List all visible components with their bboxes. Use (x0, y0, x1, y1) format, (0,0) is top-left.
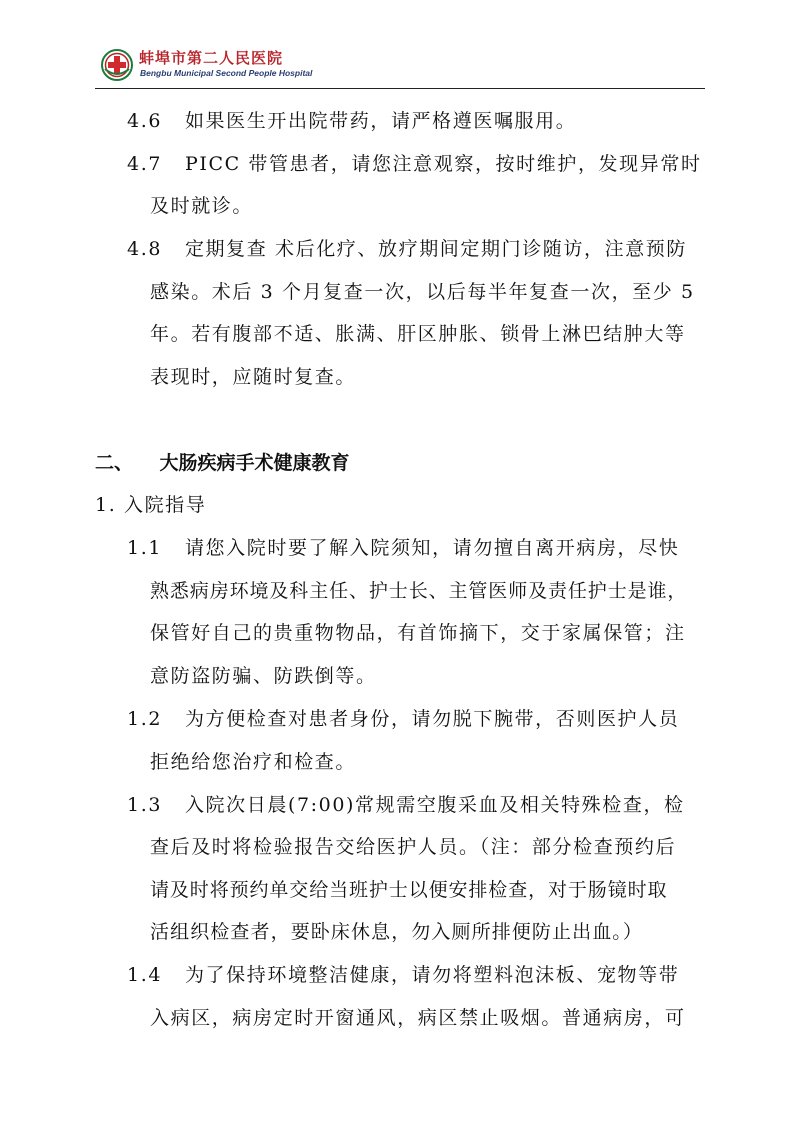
item-text: 请您入院时要了解入院须知，请勿擅自离开病房，尽快 (184, 537, 680, 559)
item-text: PICC 带管患者，请您注意观察，按时维护，发现异常时 (184, 153, 702, 175)
item-number: 1.3 (127, 794, 163, 816)
item-1-3-line4: 活组织检查者，要卧床休息，勿入厕所排便防止出血。） (150, 921, 644, 943)
item-number: 1.4 (127, 964, 163, 986)
item-4-8-line2: 感染。术后 3 个月复查一次，以后每半年复查一次，至少 5 (150, 281, 695, 303)
item-4-6 (127, 106, 576, 133)
item-number: 4.8 (127, 238, 163, 260)
item-1-3-line3: 请及时将预约单交给当班护士以便安排检查，对于肠镜时取 (150, 879, 668, 901)
item-1-4-line2: 入病区，病房定时开窗通风，病区禁止吸烟。普通病房，可 (150, 1007, 686, 1029)
page-header (95, 44, 705, 90)
hospital-name: 蚌埠市第二人民医院 (139, 49, 284, 67)
item-number: 1.1 (127, 537, 163, 559)
item-4-8-line1 (127, 234, 687, 261)
item-1-2-line2: 拒绝给您治疗和检查。 (150, 751, 357, 773)
hospital-name-en: Bengbu Municipal Second People Hospital (140, 68, 313, 78)
item-number: 1.2 (127, 708, 163, 730)
item-1-4-line1 (127, 960, 679, 987)
item-4-7-line1 (127, 149, 702, 176)
item-text: 如果医生开出院带药，请严格遵医嘱服用。 (184, 110, 577, 132)
hospital-logo (101, 49, 133, 81)
subsection-heading (95, 490, 206, 517)
section-title: 大肠疾病手术健康教育 (159, 452, 350, 474)
item-text: 入院次日晨(7:00)常规需空腹采血及相关特殊检查，检 (184, 794, 685, 816)
subsection-number: 1. (95, 494, 117, 516)
item-1-3-line1 (127, 790, 685, 817)
item-4-7-line2: 及时就诊。 (150, 195, 254, 217)
item-1-3-line2: 查后及时将检验报告交给医护人员。（注：部分检查预约后 (150, 836, 677, 858)
item-number: 4.6 (127, 110, 163, 132)
item-4-8-line3: 年。若有腹部不适、胀满、肝区肿胀、锁骨上淋巴结肿大等 (150, 323, 686, 345)
section-number: 二、 (95, 452, 134, 474)
item-1-1-line3: 保管好自己的贵重物物品，有首饰摘下，交于家属保管；注 (150, 622, 686, 644)
section-heading (95, 448, 350, 475)
item-number: 4.7 (127, 153, 163, 175)
item-text: 为了保持环境整洁健康，请勿将塑料泡沫板、宠物等带 (184, 964, 680, 986)
item-1-1-line4: 意防盗防骗、防跌倒等。 (150, 665, 377, 687)
item-text: 定期复查 术后化疗、放疗期间定期门诊随访，注意预防 (184, 238, 687, 260)
item-text: 为方便检查对患者身份，请勿脱下腕带，否则医护人员 (184, 708, 680, 730)
item-1-1-line1 (127, 533, 679, 560)
subsection-title: 入院指导 (123, 494, 207, 516)
header-divider (95, 88, 705, 89)
item-1-1-line2: 熟悉病房环境及科主任、护士长、主管医师及责任护士是谁， (150, 580, 688, 602)
item-4-8-line4: 表现时，应随时复查。 (150, 366, 357, 388)
item-1-2-line1 (127, 704, 679, 731)
